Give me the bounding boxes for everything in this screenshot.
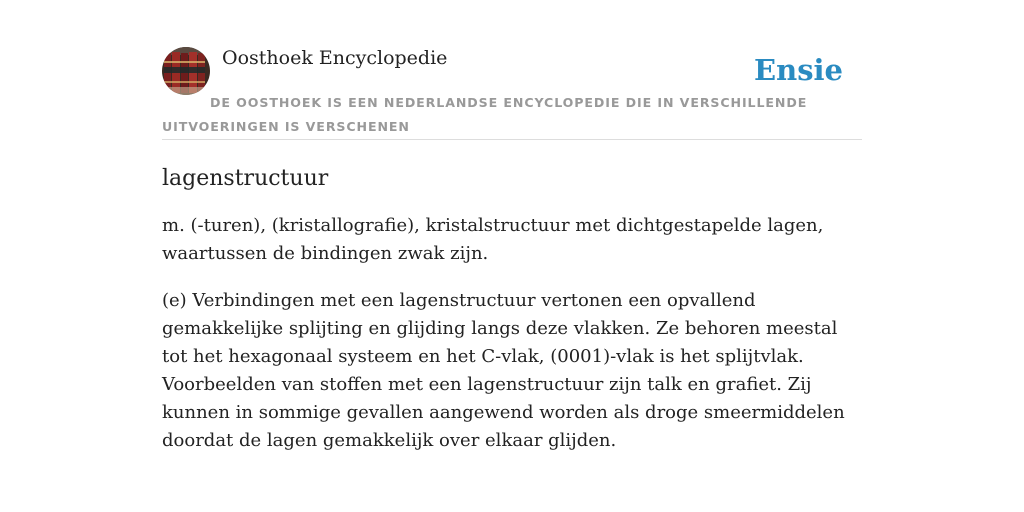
book-spines-icon (162, 47, 210, 95)
source-name-link[interactable]: Oosthoek Encyclopedie (222, 47, 448, 69)
entry-explanation: (e) Verbindingen met een lagenstructuur vertonen een opvallend gemakkelijke splijting en glijding langs deze vlakken. Ze behoren meestal tot het hexagonaal systeem en het C-vlak, (0001)-vlak is het splijtvlak. Voorbeelden van stoffen met een lagenstructuur zijn talk en grafiet. Zij kunnen in sommige gevallen aangewend worden als droge smeermiddelen doordat de lagen gemakkelijk over elkaar glijden. (162, 290, 845, 451)
entry-content (162, 140, 862, 455)
entry-definition: m. (-turen), (kristallografie), kristalstructuur met dichtgestapelde lagen, waartussen de bindingen zwak zijn. (162, 215, 824, 264)
ensie-logo[interactable]: Ensie (754, 53, 843, 87)
entry-title: lagenstructuur (162, 166, 329, 191)
source-tagline: DE OOSTHOEK IS EEN NEDERLANDSE ENCYCLOPEDIE DIE IN VERSCHILLENDE UITVOERINGEN IS VERSCHENEN (162, 95, 808, 134)
source-avatar[interactable] (162, 47, 210, 95)
entry-card (162, 46, 862, 474)
source-header (162, 46, 862, 140)
